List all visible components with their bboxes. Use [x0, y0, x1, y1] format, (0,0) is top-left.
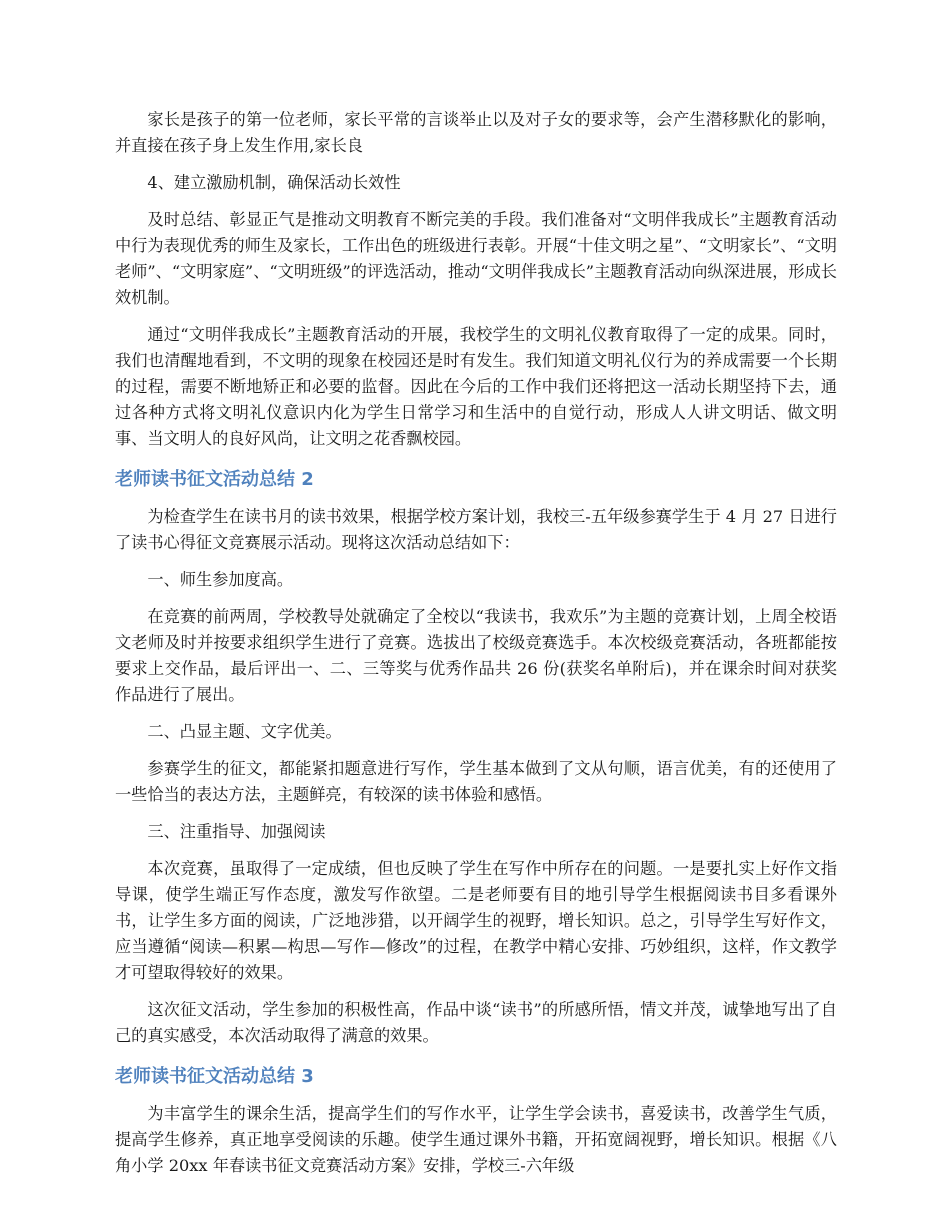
paragraph: 为丰富学生的课余生活，提高学生们的写作水平，让学生学会读书，喜爱读书，改善学生气质，提高学生修养，真正地享受阅读的乐趣。使学生通过课外书籍，开拓宽阔视野，增长知识。根据《八角小学 20xx 年春读书征文竞赛活动方案》安排，学校三-六年级	[115, 1104, 837, 1175]
paragraph: 在竞赛的前两周，学校教导处就确定了全校以“我读书，我欢乐”为主题的竞赛计划，上周全校语文老师及时并按要求组织学生进行了竞赛。选拔出了校级竞赛选手。本次校级竞赛活动，各班都能按要求上交作品，最后评出一、二、三等奖与优秀作品共 26 份(获奖名单附后)，并在课余时间对获奖作品进行了展出。	[115, 607, 837, 704]
paragraph: 家长是孩子的第一位老师，家长平常的言谈举止以及对子女的要求等，会产生潜移默化的影响，并直接在孩子身上发生作用,家长良	[115, 110, 837, 155]
paragraph: 通过“文明伴我成长”主题教育活动的开展，我校学生的文明礼仪教育取得了一定的成果。同时，我们也清醒地看到，不文明的现象在校园还是时有发生。我们知道文明礼仪行为的养成需要一个长期的过程，需要不断地矫正和必要的监督。因此在今后的工作中我们还将把这一活动长期坚持下去，通过各种方式将文明礼仪意识内化为学生日常学习和生活中的自觉行动，形成人人讲文明话、做文明事、当文明人的良好风尚，让文明之花香飘校园。	[115, 325, 837, 448]
section-heading: 老师读书征文活动总结 2	[115, 469, 314, 490]
paragraph: 三、注重指导、加强阅读	[147, 822, 326, 841]
section-heading: 老师读书征文活动总结 3	[115, 1066, 314, 1087]
document-page	[115, 107, 837, 1190]
paragraph: 参赛学生的征文，都能紧扣题意进行写作，学生基本做到了文从句顺，语言优美，有的还使用了一些恰当的表达方法，主题鲜亮，有较深的读书体验和感悟。	[115, 759, 837, 804]
paragraph: 二、凸显主题、文字优美。	[147, 722, 342, 741]
paragraph: 这次征文活动，学生参加的积极性高，作品中谈“读书”的所感所悟，情文并茂，诚挚地写出了自己的真实感受，本次活动取得了满意的效果。	[115, 1000, 837, 1045]
paragraph: 及时总结、彰显正气是推动文明教育不断完美的手段。我们准备对“文明伴我成长”主题教育活动中行为表现优秀的师生及家长，工作出色的班级进行表彰。开展“十佳文明之星”、“文明家长”、“文明老师”、“文明家庭”、“文明班级”的评选活动，推动“文明伴我成长”主题教育活动向纵深进展，形成长效机制。	[115, 210, 837, 307]
paragraph: 4、建立激励机制，确保活动长效性	[147, 173, 401, 192]
paragraph: 为检查学生在读书月的读书效果，根据学校方案计划，我校三-五年级参赛学生于 4 月 27 日进行了读书心得征文竞赛展示活动。现将这次活动总结如下：	[115, 507, 837, 552]
paragraph: 本次竞赛，虽取得了一定成绩，但也反映了学生在写作中所存在的问题。一是要扎实上好作文指导课，使学生端正写作态度，激发写作欲望。二是老师要有目的地引导学生根据阅读书目多看课外书，让学生多方面的阅读，广泛地涉猎，以开阔学生的视野，增长知识。总之，引导学生写好作文，应当遵循“阅读—积累—构思—写作—修改”的过程，在教学中精心安排、巧妙组织，这样，作文教学才可望取得较好的效果。	[115, 859, 837, 982]
paragraph: 一、师生参加度高。	[147, 570, 294, 589]
